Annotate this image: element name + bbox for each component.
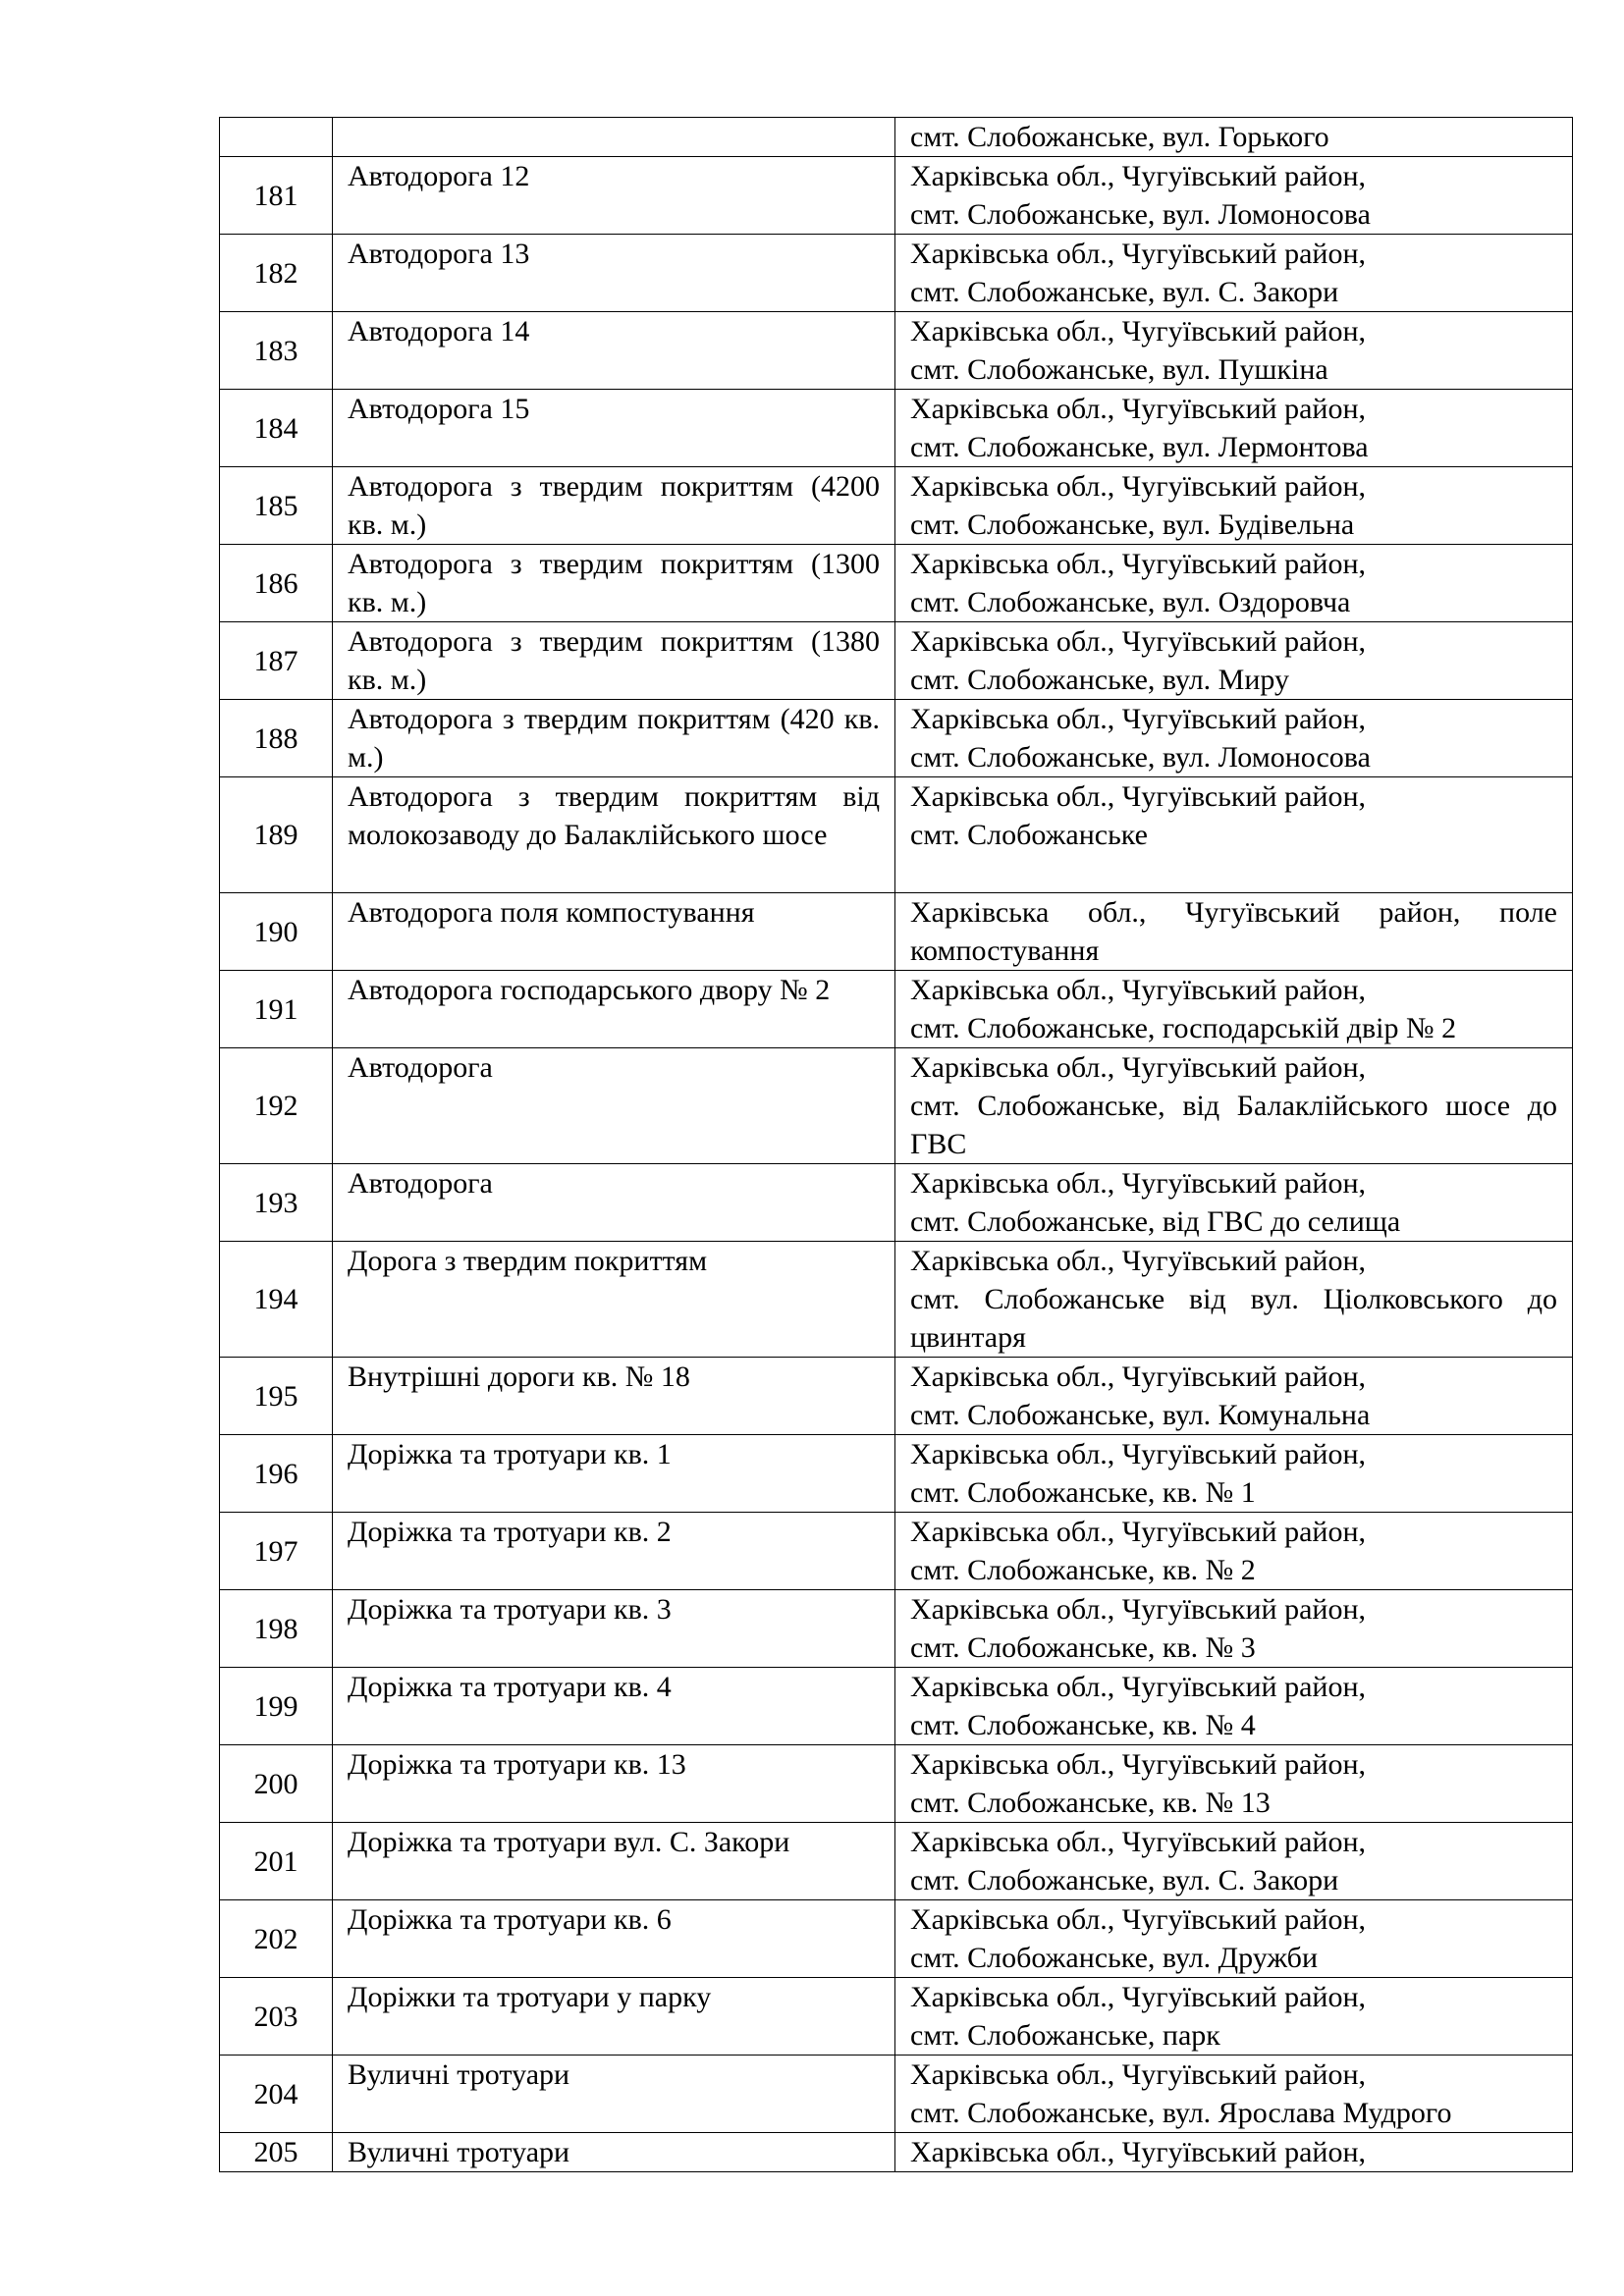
object-name-text: Автодорога з твердим покриттям (4200 кв. м.) xyxy=(348,470,880,541)
address-text: смт. Слобожанське, вул. Пушкіна xyxy=(910,353,1328,386)
address-text: Харківська обл., Чугуївський район, xyxy=(910,1826,1367,1858)
address-text: Харківська обл., Чугуївський район, xyxy=(910,703,1367,735)
address-text: Харківська обл., Чугуївський район, xyxy=(910,393,1367,425)
object-name-cell xyxy=(333,467,895,545)
object-name-cell xyxy=(333,1745,895,1823)
address-text: Харківська обл., Чугуївський район, xyxy=(910,2058,1367,2091)
address-cell xyxy=(895,118,1573,157)
address-text: смт. Слобожанське, вул. Ярослава Мудрого xyxy=(910,2097,1452,2129)
table-row xyxy=(220,2133,1573,2172)
address-text: Харківська обл., Чугуївський район, поле компостування xyxy=(910,896,1557,967)
row-number-cell: 198 xyxy=(220,1590,333,1668)
address-cell xyxy=(895,312,1573,390)
row-number-cell: 186 xyxy=(220,545,333,622)
object-name-text: Автодорога господарського двору № 2 xyxy=(348,974,831,1006)
address-cell xyxy=(895,1048,1573,1164)
address-text: смт. Слобожанське, вул. Лермонтова xyxy=(910,431,1369,463)
object-name-cell xyxy=(333,1668,895,1745)
address-text: Харківська обл., Чугуївський район, xyxy=(910,780,1367,813)
address-cell xyxy=(895,390,1573,467)
row-number-cell: 199 xyxy=(220,1668,333,1745)
row-number-cell: 192 xyxy=(220,1048,333,1164)
address-cell xyxy=(895,777,1573,893)
table-row xyxy=(220,1435,1573,1513)
object-name-cell xyxy=(333,777,895,893)
address-cell xyxy=(895,2056,1573,2133)
object-name-cell xyxy=(333,1358,895,1435)
row-number-cell: 189 xyxy=(220,777,333,893)
row-number-cell: 184 xyxy=(220,390,333,467)
row-number-cell: 190 xyxy=(220,893,333,971)
row-number-cell: 187 xyxy=(220,622,333,700)
address-text: смт. Слобожанське, вул. Оздоровча xyxy=(910,586,1351,618)
address-text: смт. Слобожанське, вул. Ломоносова xyxy=(910,741,1371,774)
address-text: смт. Слобожанське, вул. Ломоносова xyxy=(910,198,1371,231)
table-row xyxy=(220,235,1573,312)
address-cell xyxy=(895,467,1573,545)
table-row xyxy=(220,390,1573,467)
address-cell xyxy=(895,893,1573,971)
table-row xyxy=(220,971,1573,1048)
object-name-text: Автодорога xyxy=(348,1051,493,1084)
object-name-cell xyxy=(333,1823,895,1900)
address-text: Харківська обл., Чугуївський район, xyxy=(910,1361,1367,1393)
address-text: смт. Слобожанське, вул. С. Закори xyxy=(910,1864,1339,1896)
row-number-cell: 188 xyxy=(220,700,333,777)
row-number-cell: 204 xyxy=(220,2056,333,2133)
address-cell xyxy=(895,700,1573,777)
object-name-cell xyxy=(333,2056,895,2133)
address-cell xyxy=(895,1513,1573,1590)
table-row xyxy=(220,545,1573,622)
address-text: смт. Слобожанське, від ГВС до селища xyxy=(910,1205,1401,1238)
row-number-cell: 195 xyxy=(220,1358,333,1435)
object-name-cell xyxy=(333,1513,895,1590)
object-name-text: Доріжки та тротуари у парку xyxy=(348,1981,712,2013)
object-name-text: Автодорога 15 xyxy=(348,393,530,425)
table-row xyxy=(220,893,1573,971)
address-cell xyxy=(895,1978,1573,2056)
object-name-text: Доріжка та тротуари кв. 1 xyxy=(348,1438,672,1470)
table-row xyxy=(220,1048,1573,1164)
address-text: смт. Слобожанське, вул. С. Закори xyxy=(910,276,1339,308)
object-name-text: Автодорога xyxy=(348,1167,493,1200)
row-number-cell: 196 xyxy=(220,1435,333,1513)
address-text: Харківська обл., Чугуївський район, xyxy=(910,548,1367,580)
object-name-text: Доріжка та тротуари вул. С. Закори xyxy=(348,1826,790,1858)
address-text: Харківська обл., Чугуївський район, xyxy=(910,315,1367,347)
address-text: смт. Слобожанське, кв. № 13 xyxy=(910,1787,1271,1819)
row-number-cell: 205 xyxy=(220,2133,333,2172)
table-row xyxy=(220,118,1573,157)
row-number-cell: 181 xyxy=(220,157,333,235)
address-text: Харківська обл., Чугуївський район, xyxy=(910,625,1367,658)
address-text: смт. Слобожанське, вул. Миру xyxy=(910,664,1290,696)
address-cell xyxy=(895,157,1573,235)
address-text: Харківська обл., Чугуївський район, xyxy=(910,2136,1367,2168)
object-name-cell xyxy=(333,235,895,312)
object-name-cell xyxy=(333,1048,895,1164)
address-text: Харківська обл., Чугуївський район, xyxy=(910,1245,1367,1277)
object-name-cell xyxy=(333,157,895,235)
row-number-cell: 197 xyxy=(220,1513,333,1590)
address-text: смт. Слобожанське, вул. Будівельна xyxy=(910,508,1355,541)
address-text: Харківська обл., Чугуївський район, xyxy=(910,1671,1367,1703)
address-text: Харківська обл., Чугуївський район, xyxy=(910,1748,1367,1781)
address-cell xyxy=(895,235,1573,312)
object-name-cell xyxy=(333,1978,895,2056)
address-cell xyxy=(895,2133,1573,2172)
address-cell xyxy=(895,1242,1573,1358)
table-row xyxy=(220,1164,1573,1242)
address-cell xyxy=(895,971,1573,1048)
row-number-cell: 200 xyxy=(220,1745,333,1823)
table-row xyxy=(220,1978,1573,2056)
object-name-cell xyxy=(333,700,895,777)
table-row xyxy=(220,1358,1573,1435)
address-text: Харківська обл., Чугуївський район, xyxy=(910,1593,1367,1626)
object-name-cell xyxy=(333,1590,895,1668)
table-row xyxy=(220,467,1573,545)
address-cell xyxy=(895,1590,1573,1668)
address-text: Харківська обл., Чугуївський район, xyxy=(910,1438,1367,1470)
address-text: смт. Слобожанське, кв. № 1 xyxy=(910,1476,1256,1509)
object-name-cell xyxy=(333,390,895,467)
object-name-text: Автодорога з твердим покриттям (420 кв. м.) xyxy=(348,703,880,774)
row-number-cell xyxy=(220,118,333,157)
object-name-text: Автодорога з твердим покриттям (1380 кв. м.) xyxy=(348,625,880,696)
row-number-cell: 182 xyxy=(220,235,333,312)
table-row xyxy=(220,157,1573,235)
object-name-cell xyxy=(333,622,895,700)
address-cell xyxy=(895,1823,1573,1900)
object-name-text: Автодорога 14 xyxy=(348,315,530,347)
row-number-cell: 201 xyxy=(220,1823,333,1900)
object-name-cell xyxy=(333,893,895,971)
object-name-cell xyxy=(333,971,895,1048)
table-row xyxy=(220,1242,1573,1358)
address-text: смт. Слобожанське від вул. Ціолковського до цвинтаря xyxy=(910,1283,1557,1354)
row-number-cell: 185 xyxy=(220,467,333,545)
object-name-text: Доріжка та тротуари кв. 6 xyxy=(348,1903,672,1936)
row-number-cell: 194 xyxy=(220,1242,333,1358)
table-row xyxy=(220,1513,1573,1590)
object-name-text: Автодорога з твердим покриттям (1300 кв. м.) xyxy=(348,548,880,618)
object-name-cell xyxy=(333,1164,895,1242)
address-cell xyxy=(895,545,1573,622)
row-number-cell: 191 xyxy=(220,971,333,1048)
address-text: Харківська обл., Чугуївський район, xyxy=(910,238,1367,270)
address-text: смт. Слобожанське, господарській двір № 2 xyxy=(910,1012,1457,1044)
address-text: смт. Слобожанське, кв. № 2 xyxy=(910,1554,1256,1586)
address-cell xyxy=(895,1900,1573,1978)
table-row xyxy=(220,1745,1573,1823)
address-text: Харківська обл., Чугуївський район, xyxy=(910,1903,1367,1936)
address-text: Харківська обл., Чугуївський район, xyxy=(910,1516,1367,1548)
address-text: Харківська обл., Чугуївський район, xyxy=(910,160,1367,192)
address-text: Харківська обл., Чугуївський район, xyxy=(910,1981,1367,2013)
address-cell xyxy=(895,1745,1573,1823)
address-cell xyxy=(895,622,1573,700)
table-row xyxy=(220,700,1573,777)
address-text: смт. Слобожанське, від Балаклійського шосе до ГВС xyxy=(910,1090,1557,1160)
table-row xyxy=(220,312,1573,390)
table-row xyxy=(220,777,1573,893)
address-text: смт. Слобожанське, парк xyxy=(910,2019,1220,2052)
object-name-cell xyxy=(333,1900,895,1978)
address-text: Харківська обл., Чугуївський район, xyxy=(910,1167,1367,1200)
table-row xyxy=(220,2056,1573,2133)
table-row xyxy=(220,1900,1573,1978)
object-name-cell xyxy=(333,545,895,622)
object-name-text: Внутрішні дороги кв. № 18 xyxy=(348,1361,690,1393)
object-name-text: Автодорога з твердим покриттям від молокозаводу до Балаклійського шосе xyxy=(348,780,880,851)
address-text: смт. Слобожанське, кв. № 4 xyxy=(910,1709,1256,1741)
object-name-text: Автодорога поля компостування xyxy=(348,896,755,929)
table-row xyxy=(220,622,1573,700)
table-row xyxy=(220,1823,1573,1900)
address-text: смт. Слобожанське xyxy=(910,819,1148,851)
object-name-text: Доріжка та тротуари кв. 13 xyxy=(348,1748,686,1781)
row-number-cell: 183 xyxy=(220,312,333,390)
address-text: смт. Слобожанське, вул. Горького xyxy=(910,121,1329,153)
object-name-text: Доріжка та тротуари кв. 4 xyxy=(348,1671,672,1703)
object-name-text: Автодорога 12 xyxy=(348,160,530,192)
property-list-table xyxy=(219,117,1573,2172)
object-name-text: Вуличні тротуари xyxy=(348,2058,570,2091)
row-number-cell: 203 xyxy=(220,1978,333,2056)
row-number-cell: 193 xyxy=(220,1164,333,1242)
table-body xyxy=(220,118,1573,2172)
table-row xyxy=(220,1668,1573,1745)
address-cell xyxy=(895,1358,1573,1435)
object-name-cell xyxy=(333,2133,895,2172)
object-name-text: Вуличні тротуари xyxy=(348,2136,570,2168)
address-cell xyxy=(895,1164,1573,1242)
address-text: смт. Слобожанське, кв. № 3 xyxy=(910,1631,1256,1664)
object-name-text: Доріжка та тротуари кв. 2 xyxy=(348,1516,672,1548)
address-cell xyxy=(895,1435,1573,1513)
address-text: Харківська обл., Чугуївський район, xyxy=(910,1051,1367,1084)
object-name-text: Дорога з твердим покриттям xyxy=(348,1245,708,1277)
object-name-text: Автодорога 13 xyxy=(348,238,530,270)
object-name-cell xyxy=(333,1242,895,1358)
address-text: Харківська обл., Чугуївський район, xyxy=(910,974,1367,1006)
object-name-cell xyxy=(333,118,895,157)
row-number-cell: 202 xyxy=(220,1900,333,1978)
address-cell xyxy=(895,1668,1573,1745)
object-name-cell xyxy=(333,312,895,390)
address-text: Харківська обл., Чугуївський район, xyxy=(910,470,1367,503)
address-text: смт. Слобожанське, вул. Дружби xyxy=(910,1942,1319,1974)
object-name-text: Доріжка та тротуари кв. 3 xyxy=(348,1593,672,1626)
table-row xyxy=(220,1590,1573,1668)
object-name-cell xyxy=(333,1435,895,1513)
address-text: смт. Слобожанське, вул. Комунальна xyxy=(910,1399,1371,1431)
